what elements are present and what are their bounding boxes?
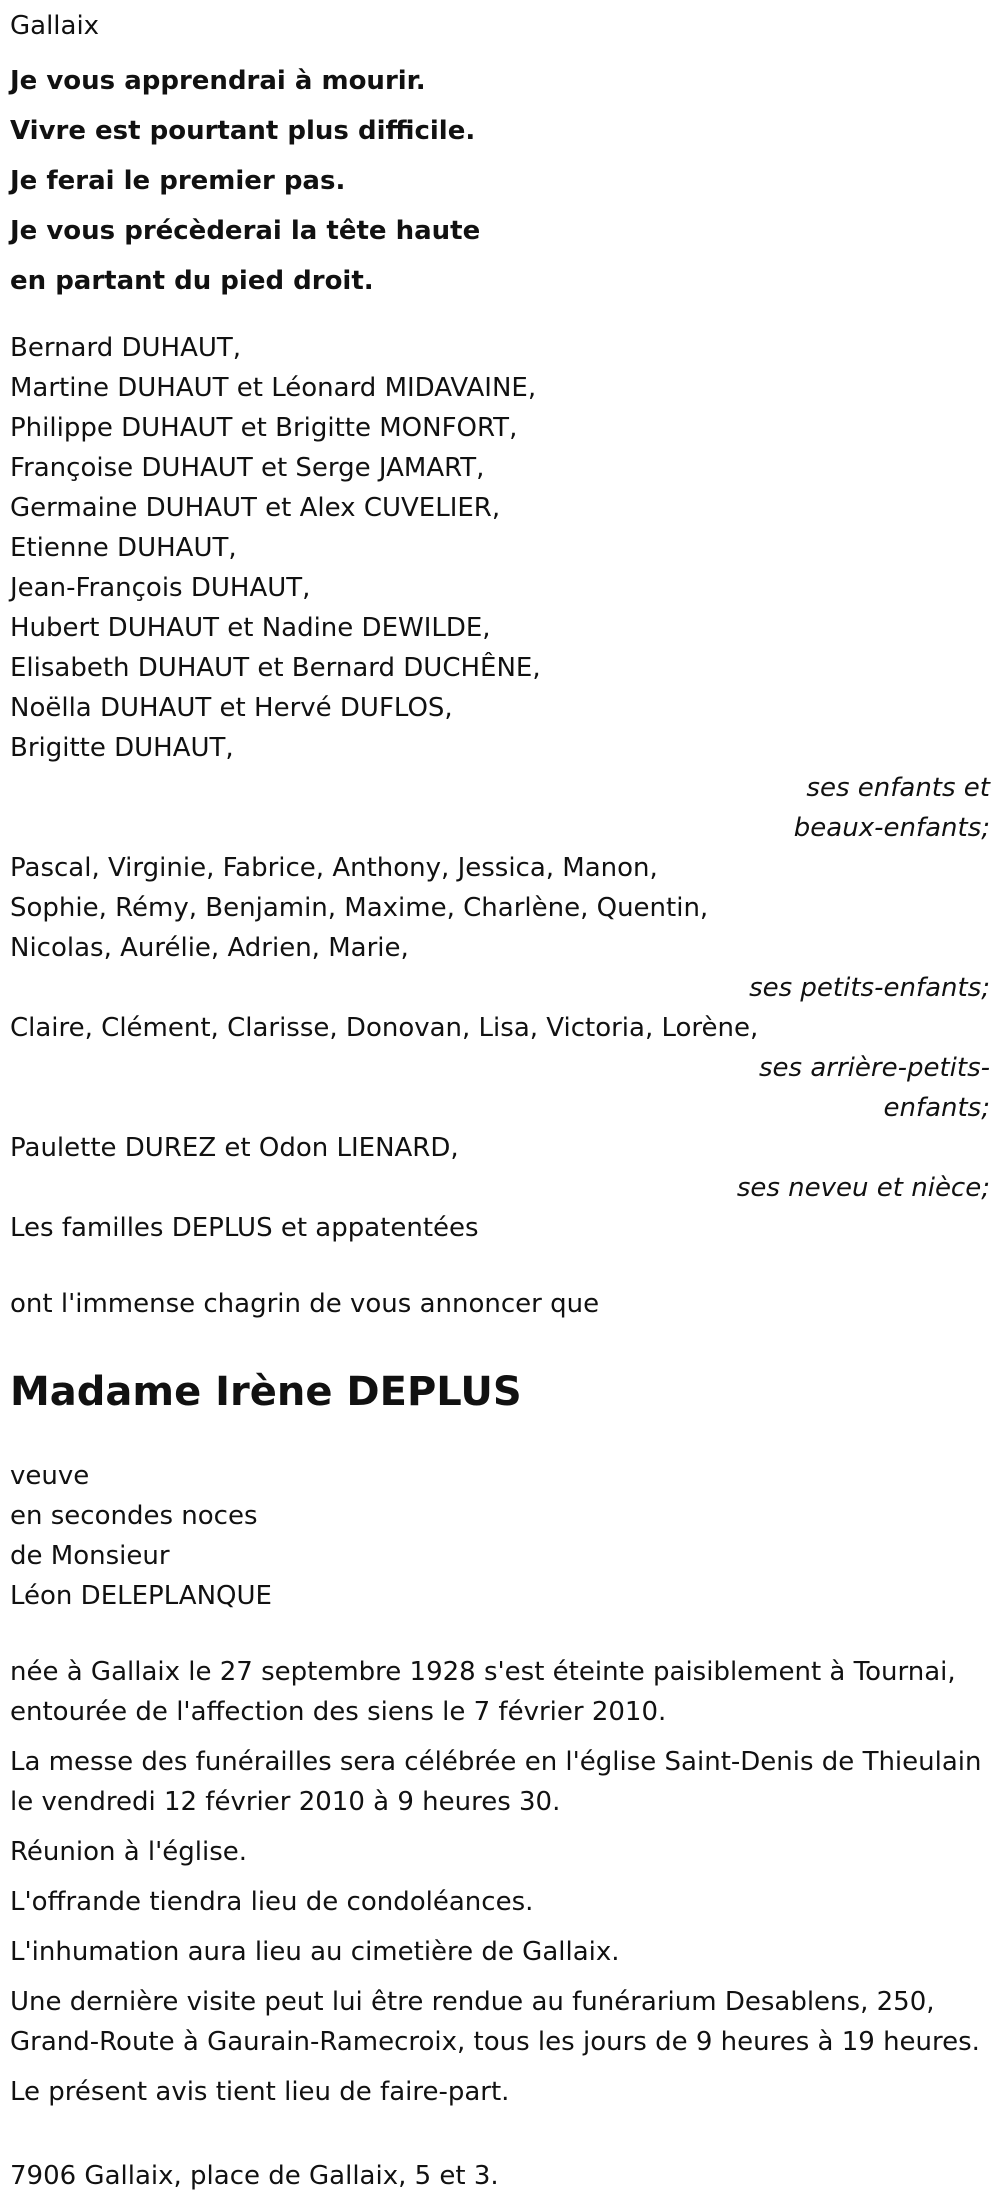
detail-paragraph: Le présent avis tient lieu de faire-part. (10, 2077, 510, 2107)
details (10, 1652, 1000, 2112)
child-entry: Martine DUHAUT et Léonard MIDAVAINE, (10, 373, 537, 403)
nephew-niece-role: ses neveu et nièce; (736, 1173, 990, 1203)
poem-line: Je vous précèderai la tête haute (10, 216, 481, 246)
status-line: Léon DELEPLANQUE (10, 1581, 272, 1611)
poem-line: Je vous apprendrai à mourir. (10, 66, 426, 96)
announcement-text: ont l'immense chagrin de vous annoncer que (10, 1289, 600, 1319)
child-entry: Germaine DUHAUT et Alex CUVELIER, (10, 493, 501, 523)
nephew-niece-entry: Paulette DUREZ et Odon LIENARD, (10, 1133, 459, 1163)
status-line: en secondes noces (10, 1501, 258, 1531)
poem (10, 56, 1000, 306)
detail-paragraph: L'inhumation aura lieu au cimetière de Gallaix. (10, 1937, 620, 1967)
detail-paragraph: Réunion à l'église. (10, 1837, 248, 1867)
children-role: beaux-enfants; (793, 813, 990, 843)
address: 7906 Gallaix, place de Gallaix, 5 et 3. (10, 2161, 499, 2191)
poem-line: Je ferai le premier pas. (10, 166, 346, 196)
families-entry: Les familles DEPLUS et appatentées (10, 1213, 479, 1243)
great-grandchildren-entry: Claire, Clément, Clarisse, Donovan, Lisa, Victoria, Lorène, (10, 1013, 759, 1043)
family-list (10, 328, 1000, 1248)
child-entry: Brigitte DUHAUT, (10, 733, 234, 763)
detail-paragraph: Une dernière visite peut lui être rendue au funérarium Desablens, 250, Grand-Route à Gaurain-Ramecroix, tous les jours de 9 heures à 19 heures. (10, 1987, 980, 2057)
status-line: veuve (10, 1461, 90, 1491)
child-entry: Etienne DUHAUT, (10, 533, 237, 563)
marital-status (10, 1456, 1000, 1616)
grandchildren-role: ses petits-enfants; (749, 973, 990, 1003)
great-grandchildren-role: ses arrière-petits- (759, 1053, 990, 1083)
status-line: de Monsieur (10, 1541, 170, 1571)
poem-line: en partant du pied droit. (10, 266, 374, 296)
obituary-content (10, 6, 1000, 2196)
child-entry: Philippe DUHAUT et Brigitte MONFORT, (10, 413, 518, 443)
child-entry: Elisabeth DUHAUT et Bernard DUCHÊNE, (10, 653, 541, 683)
poem-line: Vivre est pourtant plus difficile. (10, 116, 476, 146)
child-entry: Jean-François DUHAUT, (10, 573, 311, 603)
grandchildren-entry: Pascal, Virginie, Fabrice, Anthony, Jessica, Manon, (10, 853, 658, 883)
detail-paragraph: L'offrande tiendra lieu de condoléances. (10, 1887, 534, 1917)
child-entry: Françoise DUHAUT et Serge JAMART, (10, 453, 485, 483)
grandchildren-entry: Sophie, Rémy, Benjamin, Maxime, Charlène, Quentin, (10, 893, 709, 923)
detail-paragraph: née à Gallaix le 27 septembre 1928 s'est éteinte paisiblement à Tournai, entourée de l'affection des siens le 7 février 2010. (10, 1657, 956, 1727)
great-grandchildren-role: enfants; (883, 1093, 990, 1123)
child-entry: Hubert DUHAUT et Nadine DEWILDE, (10, 613, 491, 643)
deceased-name: Madame Irène DEPLUS (10, 1369, 522, 1415)
child-entry: Noëlla DUHAUT et Hervé DUFLOS, (10, 693, 453, 723)
detail-paragraph: La messe des funérailles sera célébrée en l'église Saint-Denis de Thieulain le vendredi 12 février 2010 à 9 heures 30. (10, 1747, 982, 1817)
child-entry: Bernard DUHAUT, (10, 333, 242, 363)
grandchildren-entry: Nicolas, Aurélie, Adrien, Marie, (10, 933, 409, 963)
town-name: Gallaix (10, 11, 100, 41)
children-role: ses enfants et (806, 773, 990, 803)
